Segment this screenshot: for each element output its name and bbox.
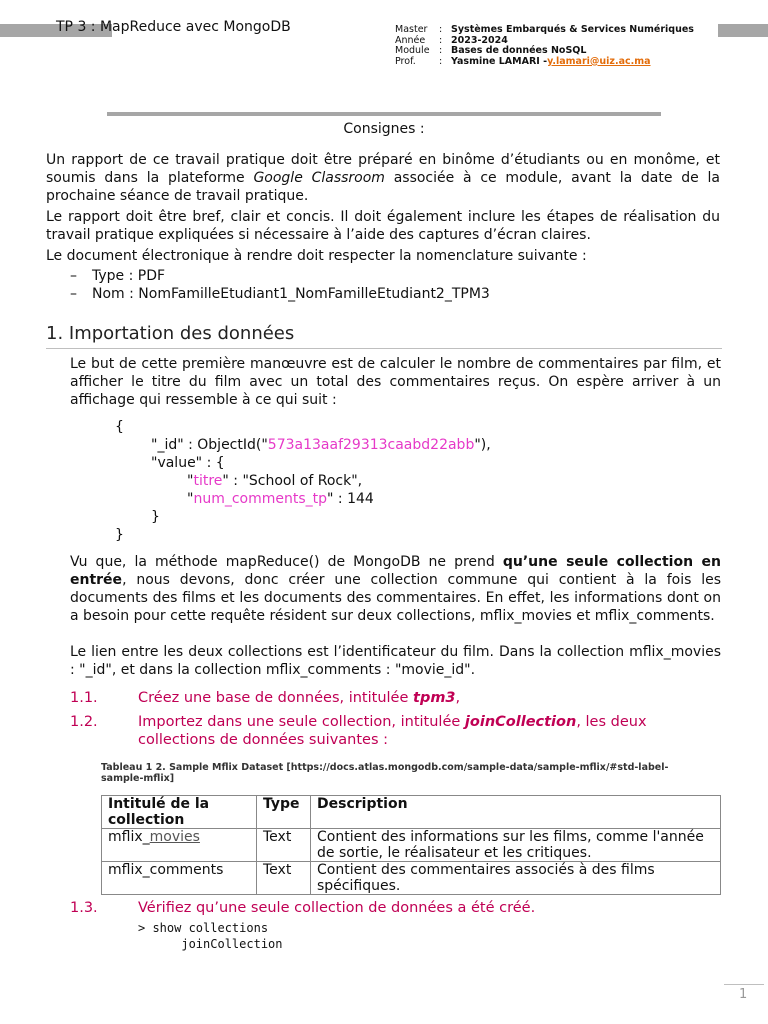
table-caption: Tableau 1 2. Sample Mflix Dataset [https://docs.atlas.mongodb.com/sample-data/sample-mflix/#std-label-sample-mflix] <box>101 762 669 784</box>
table-header-cell: Description <box>311 796 721 829</box>
table-cell: mflix_movies <box>102 829 257 862</box>
table-cell: Contient des commentaires associés à des films spécifiques. <box>311 862 721 895</box>
step-1-1: 1.1. Créez une base de données, intitulée tpm3, <box>70 690 461 706</box>
footer-divider <box>724 984 764 985</box>
paragraph-lien: Le lien entre les deux collections est l’identificateur du film. Dans la collection mflix_movies : "_id", et dans la collection mflix_comments : "movie_id". <box>70 644 721 678</box>
table-cell: Text <box>257 829 311 862</box>
shell-output: joinCollection <box>138 937 283 951</box>
table-row <box>102 862 721 895</box>
header-divider <box>107 112 661 116</box>
section-heading: 1. Importation des données <box>46 323 295 344</box>
table-cell: Text <box>257 862 311 895</box>
consignes-title: Consignes : <box>343 121 425 137</box>
course-meta <box>395 25 694 67</box>
json-open-brace: { <box>115 419 124 435</box>
email-link[interactable]: y.lamari@uiz.ac.ma <box>547 55 651 67</box>
header-bar-right <box>718 24 768 37</box>
page-number: 1 <box>739 987 748 1002</box>
section-divider <box>46 348 722 349</box>
json-id-line: "_id" : ObjectId("573a13aaf29313caabd22abb"), <box>151 437 491 453</box>
tp-title: TP 3 : MapReduce avec MongoDB <box>56 19 291 35</box>
table-header-row <box>102 796 721 829</box>
meta-row-module: Module : Bases de données NoSQL <box>395 45 587 57</box>
json-close-brace: } <box>115 527 124 543</box>
table-cell: Contient des informations sur les films, comme l'année de sortie, le réalisateur et les critiques. <box>311 829 721 862</box>
meta-row-prof: Prof. : Yasmine LAMARI - y.lamari@uiz.ac.ma <box>395 55 651 67</box>
step-1-2: 1.2. Importez dans une seule collection, intitulée joinCollection, les deux <box>70 714 647 730</box>
json-titre-line: "titre" : "School of Rock", <box>187 473 363 489</box>
consignes-paragraph-1: Un rapport de ce travail pratique doit être préparé en binôme d’étudiants ou en monôme, et soumis dans la plateforme Google Classroom associée à ce module, avant la date de la prochaine séance de travail pratique. <box>46 152 720 204</box>
consignes-paragraph-2: Le rapport doit être bref, clair et concis. Il doit également inclure les étapes de réalisation du travail pratique expliquées si nécessaire à l’aide des captures d’écran claires. <box>46 209 720 243</box>
section-intro: Le but de cette première manœuvre est de calculer le nombre de commentaires par film, et afficher le titre du film avec un total des commentaires reçus. On espère arriver à un affichage qui ressemble à ce qui suit : <box>70 356 721 408</box>
list-item: – Type : PDF <box>70 268 166 284</box>
step-1-2-continued: collections de données suivantes : <box>138 732 389 748</box>
json-value-line: "value" : { <box>151 455 225 471</box>
table-header-cell: Intitulé de la collection <box>102 796 257 829</box>
mflix-dataset-table <box>101 795 721 895</box>
table-cell: mflix_comments <box>102 862 257 895</box>
list-item: – Nom : NomFamilleEtudiant1_NomFamilleEtudiant2_TPM3 <box>70 286 490 302</box>
json-inner-close: } <box>151 509 160 525</box>
json-num-line: "num_comments_tp" : 144 <box>187 491 374 507</box>
step-1-3: 1.3. Vérifiez qu’une seule collection de données a été créé. <box>70 900 536 916</box>
table-header-cell: Type <box>257 796 311 829</box>
shell-command: > show collections <box>138 921 269 935</box>
table-row <box>102 829 721 862</box>
meta-row-annee: Année : 2023-2024 <box>395 34 508 46</box>
paragraph-mapreduce: Vu que, la méthode mapReduce() de MongoDB ne prend qu’une seule collection en entrée, nous devons, donc créer une collection commune qui contient à la fois les documents des films et les documents des commentaires. En effet, les informations dont on a besoin pour cette requête résident sur deux collections, mflix_movies et mflix_comments. <box>70 554 721 624</box>
consignes-paragraph-3: Le document électronique à rendre doit respecter la nomenclature suivante : <box>46 248 587 264</box>
meta-row-master: Master : Systèmes Embarqués & Services Numériques <box>395 24 694 35</box>
